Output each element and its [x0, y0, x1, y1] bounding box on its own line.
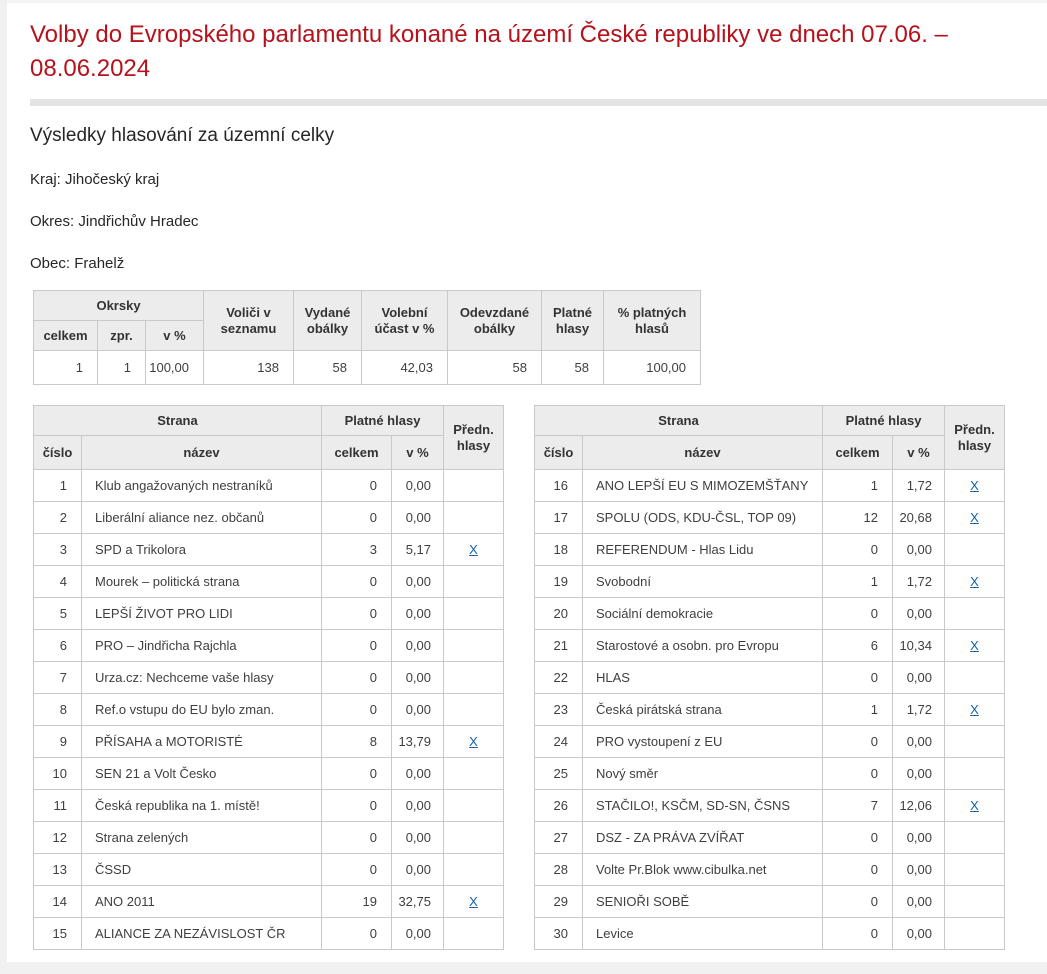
- summary-okrsky-zpr: 1: [98, 351, 146, 385]
- pref-votes-cell: [444, 790, 504, 822]
- party-name-cell: LEPŠÍ ŽIVOT PRO LIDI: [82, 598, 322, 630]
- party-votes-total-cell: 0: [322, 662, 392, 694]
- party-votes-pct-cell: 0,00: [893, 886, 945, 918]
- pref-votes-cell: [945, 598, 1005, 630]
- party-name-cell: Starostové a osobn. pro Evropu: [583, 630, 823, 662]
- party-votes-pct-cell: 0,00: [392, 630, 444, 662]
- party-votes-pct-cell: 0,00: [893, 918, 945, 950]
- party-table-row: [535, 918, 1005, 950]
- summary-header-v-pct: v %: [146, 321, 204, 351]
- pref-votes-cell: [444, 566, 504, 598]
- party-votes-total-cell: 0: [823, 758, 893, 790]
- party-number-cell: 27: [535, 822, 583, 854]
- region-line-okres: [30, 213, 1047, 231]
- pref-votes-link[interactable]: X: [970, 478, 979, 493]
- party-table-row: [34, 790, 504, 822]
- party-table-row: [34, 630, 504, 662]
- page-frame-bottom: [0, 962, 1047, 974]
- party-number-cell: 14: [34, 886, 82, 918]
- party-votes-total-cell: 0: [322, 502, 392, 534]
- party-votes-pct-cell: 0,00: [392, 470, 444, 502]
- party-votes-pct-cell: 0,00: [893, 598, 945, 630]
- party-votes-total-cell: 0: [823, 662, 893, 694]
- party-number-cell: 23: [535, 694, 583, 726]
- summary-header-okrsky: Okrsky: [34, 291, 204, 321]
- party-votes-total-cell: 0: [322, 822, 392, 854]
- party-table-row: [535, 662, 1005, 694]
- party-votes-pct-cell: 0,00: [392, 598, 444, 630]
- party-table-row: [535, 886, 1005, 918]
- party-number-cell: 24: [535, 726, 583, 758]
- party-name-cell: Klub angažovaných nestraníků: [82, 470, 322, 502]
- obec-label: Obec:: [30, 255, 71, 272]
- party-votes-total-cell: 1: [823, 566, 893, 598]
- party-number-cell: 10: [34, 758, 82, 790]
- party-votes-total-cell: 0: [823, 918, 893, 950]
- summary-header-celkem: celkem: [34, 321, 98, 351]
- party-votes-pct-cell: 1,72: [893, 694, 945, 726]
- party-votes-pct-cell: 1,72: [893, 470, 945, 502]
- party-number-cell: 1: [34, 470, 82, 502]
- party-name-cell: HLAS: [583, 662, 823, 694]
- party-votes-pct-cell: 0,00: [392, 854, 444, 886]
- party-table-row: [535, 758, 1005, 790]
- party-votes-total-cell: 0: [823, 726, 893, 758]
- summary-header-platne-hlasy: Platné hlasy: [542, 291, 604, 351]
- party-header-platne-hlasy: Platné hlasy: [823, 406, 945, 436]
- party-name-cell: ALIANCE ZA NEZÁVISLOST ČR: [82, 918, 322, 950]
- party-table-row: [535, 726, 1005, 758]
- summary-platne-hlasy: 58: [542, 351, 604, 385]
- party-votes-total-cell: 8: [322, 726, 392, 758]
- results-subtitle: Výsledky hlasování za územní celky: [30, 125, 335, 146]
- party-number-cell: 17: [535, 502, 583, 534]
- party-table-row: [535, 598, 1005, 630]
- pref-votes-link[interactable]: X: [469, 542, 478, 557]
- party-header-predn-hlasy: Předn. hlasy: [444, 406, 504, 470]
- party-votes-pct-cell: 20,68: [893, 502, 945, 534]
- party-number-cell: 8: [34, 694, 82, 726]
- pref-votes-link[interactable]: X: [970, 510, 979, 525]
- party-number-cell: 3: [34, 534, 82, 566]
- summary-vydane-obalky: 58: [294, 351, 362, 385]
- party-votes-pct-cell: 0,00: [893, 662, 945, 694]
- party-table-row: [535, 502, 1005, 534]
- party-tables-container: [33, 405, 1047, 950]
- party-votes-total-cell: 0: [823, 534, 893, 566]
- party-votes-total-cell: 0: [322, 566, 392, 598]
- kraj-value: Jihočeský kraj: [65, 171, 160, 188]
- party-name-cell: Strana zelených: [82, 822, 322, 854]
- party-votes-total-cell: 0: [823, 598, 893, 630]
- party-header-v-pct: v %: [893, 436, 945, 470]
- party-votes-pct-cell: 0,00: [893, 854, 945, 886]
- pref-votes-cell: [945, 822, 1005, 854]
- party-number-cell: 22: [535, 662, 583, 694]
- pref-votes-link[interactable]: X: [469, 734, 478, 749]
- party-votes-pct-cell: 0,00: [392, 822, 444, 854]
- party-votes-pct-cell: 0,00: [392, 790, 444, 822]
- party-number-cell: 20: [535, 598, 583, 630]
- party-votes-pct-cell: 12,06: [893, 790, 945, 822]
- party-number-cell: 7: [34, 662, 82, 694]
- party-votes-total-cell: 0: [322, 854, 392, 886]
- party-number-cell: 21: [535, 630, 583, 662]
- party-votes-pct-cell: 0,00: [893, 534, 945, 566]
- party-votes-pct-cell: 0,00: [893, 822, 945, 854]
- party-name-cell: PŘÍSAHA a MOTORISTÉ: [82, 726, 322, 758]
- party-name-cell: Česká republika na 1. místě!: [82, 790, 322, 822]
- party-name-cell: ANO 2011: [82, 886, 322, 918]
- pref-votes-cell: [444, 758, 504, 790]
- pref-votes-cell: [945, 470, 1005, 502]
- party-table-row: [34, 662, 504, 694]
- party-name-cell: PRO vystoupení z EU: [583, 726, 823, 758]
- party-header-v-pct: v %: [392, 436, 444, 470]
- party-table-row: [535, 854, 1005, 886]
- party-votes-total-cell: 0: [322, 630, 392, 662]
- summary-ucast: 42,03: [362, 351, 448, 385]
- party-votes-total-cell: 7: [823, 790, 893, 822]
- pref-votes-link[interactable]: X: [469, 894, 478, 909]
- party-header-celkem: celkem: [322, 436, 392, 470]
- pref-votes-cell: [945, 566, 1005, 598]
- party-name-cell: ANO LEPŠÍ EU S MIMOZEMŠŤANY: [583, 470, 823, 502]
- party-table-row: [34, 502, 504, 534]
- pref-votes-cell: [945, 662, 1005, 694]
- party-table-row: [34, 470, 504, 502]
- party-table-row: [535, 630, 1005, 662]
- pref-votes-cell: [444, 726, 504, 758]
- party-header-strana: Strana: [34, 406, 322, 436]
- party-name-cell: Mourek – politická strana: [82, 566, 322, 598]
- pref-votes-cell: [444, 630, 504, 662]
- party-table-row: [34, 918, 504, 950]
- party-header-nazev: název: [583, 436, 823, 470]
- party-number-cell: 29: [535, 886, 583, 918]
- party-votes-pct-cell: 10,34: [893, 630, 945, 662]
- page-frame-left: [0, 0, 7, 974]
- party-votes-pct-cell: 0,00: [392, 566, 444, 598]
- party-number-cell: 9: [34, 726, 82, 758]
- party-name-cell: Volte Pr.Blok www.cibulka.net: [583, 854, 823, 886]
- party-votes-pct-cell: 0,00: [392, 662, 444, 694]
- pref-votes-cell: [444, 854, 504, 886]
- party-number-cell: 28: [535, 854, 583, 886]
- summary-okrsky-celkem: 1: [34, 351, 98, 385]
- party-header-celkem: celkem: [823, 436, 893, 470]
- party-votes-total-cell: 0: [322, 918, 392, 950]
- party-votes-total-cell: 0: [823, 886, 893, 918]
- party-header-platne-hlasy: Platné hlasy: [322, 406, 444, 436]
- party-table-row: [34, 854, 504, 886]
- party-number-cell: 6: [34, 630, 82, 662]
- party-table-row: [535, 694, 1005, 726]
- party-table-row: [34, 694, 504, 726]
- party-number-cell: 18: [535, 534, 583, 566]
- party-name-cell: PRO – Jindřicha Rajchla: [82, 630, 322, 662]
- page-title: Volby do Evropského parlamentu konané na území České republiky ve dnech 07.06. – 08.06.2024: [30, 21, 948, 82]
- obec-value: Frahelž: [74, 255, 125, 272]
- pref-votes-cell: [945, 854, 1005, 886]
- party-name-cell: STAČILO!, KSČM, SD-SN, ČSNS: [583, 790, 823, 822]
- party-table-row: [34, 726, 504, 758]
- party-votes-pct-cell: 13,79: [392, 726, 444, 758]
- party-name-cell: DSZ - ZA PRÁVA ZVÍŘAT: [583, 822, 823, 854]
- pref-votes-link[interactable]: X: [970, 702, 979, 717]
- party-number-cell: 30: [535, 918, 583, 950]
- party-name-cell: Sociální demokracie: [583, 598, 823, 630]
- party-header-cislo: číslo: [34, 436, 82, 470]
- party-number-cell: 12: [34, 822, 82, 854]
- party-number-cell: 4: [34, 566, 82, 598]
- party-table-row: [34, 822, 504, 854]
- summary-volici: 138: [204, 351, 294, 385]
- okres-value: Jindřichův Hradec: [78, 213, 199, 230]
- party-table-row: [535, 566, 1005, 598]
- party-name-cell: ČSSD: [82, 854, 322, 886]
- party-votes-total-cell: 3: [322, 534, 392, 566]
- party-name-cell: SPOLU (ODS, KDU-ČSL, TOP 09): [583, 502, 823, 534]
- party-name-cell: Česká pirátská strana: [583, 694, 823, 726]
- party-name-cell: Ref.o vstupu do EU bylo zman.: [82, 694, 322, 726]
- party-number-cell: 25: [535, 758, 583, 790]
- party-header-strana: Strana: [535, 406, 823, 436]
- party-header-predn-hlasy: Předn. hlasy: [945, 406, 1005, 470]
- party-table-row: [34, 598, 504, 630]
- summary-header-ucast: Volební účast v %: [362, 291, 448, 351]
- party-votes-pct-cell: 0,00: [893, 726, 945, 758]
- party-votes-pct-cell: 0,00: [392, 918, 444, 950]
- party-name-cell: SEN 21 a Volt Česko: [82, 758, 322, 790]
- pref-votes-link[interactable]: X: [970, 638, 979, 653]
- party-votes-total-cell: 6: [823, 630, 893, 662]
- party-votes-total-cell: 1: [823, 694, 893, 726]
- party-votes-pct-cell: 0,00: [392, 694, 444, 726]
- pref-votes-cell: [444, 886, 504, 918]
- pref-votes-cell: [945, 886, 1005, 918]
- summary-data-row: [34, 351, 701, 385]
- pref-votes-cell: [444, 662, 504, 694]
- party-table-row: [34, 566, 504, 598]
- party-table-row: [535, 790, 1005, 822]
- party-votes-total-cell: 1: [823, 470, 893, 502]
- region-line-obec: [30, 255, 1047, 273]
- party-votes-pct-cell: 0,00: [893, 758, 945, 790]
- pref-votes-cell: [444, 534, 504, 566]
- pref-votes-cell: [945, 726, 1005, 758]
- summary-header-pct-platnych: % platných hlasů: [604, 291, 701, 351]
- party-votes-pct-cell: 0,00: [392, 502, 444, 534]
- summary-header-zpr: zpr.: [98, 321, 146, 351]
- party-name-cell: REFERENDUM - Hlas Lidu: [583, 534, 823, 566]
- okres-label: Okres:: [30, 213, 75, 230]
- party-name-cell: SENIOŘI SOBĚ: [583, 886, 823, 918]
- party-number-cell: 5: [34, 598, 82, 630]
- pref-votes-cell: [945, 758, 1005, 790]
- page-frame-top: [0, 0, 1047, 3]
- party-number-cell: 26: [535, 790, 583, 822]
- party-votes-total-cell: 12: [823, 502, 893, 534]
- pref-votes-cell: [945, 790, 1005, 822]
- pref-votes-cell: [945, 534, 1005, 566]
- party-votes-pct-cell: 5,17: [392, 534, 444, 566]
- party-votes-pct-cell: 0,00: [392, 758, 444, 790]
- pref-votes-cell: [444, 918, 504, 950]
- party-votes-pct-cell: 32,75: [392, 886, 444, 918]
- party-votes-total-cell: 19: [322, 886, 392, 918]
- pref-votes-cell: [945, 502, 1005, 534]
- party-table-row: [535, 534, 1005, 566]
- party-number-cell: 16: [535, 470, 583, 502]
- summary-okrsky-v-pct: 100,00: [146, 351, 204, 385]
- party-votes-total-cell: 0: [322, 694, 392, 726]
- party-header-cislo: číslo: [535, 436, 583, 470]
- summary-pct-platnych: 100,00: [604, 351, 701, 385]
- party-name-cell: Nový směr: [583, 758, 823, 790]
- pref-votes-cell: [945, 918, 1005, 950]
- party-table-row: [535, 470, 1005, 502]
- pref-votes-cell: [444, 694, 504, 726]
- summary-header-volici: Voliči v seznamu: [204, 291, 294, 351]
- party-votes-total-cell: 0: [823, 822, 893, 854]
- party-header-nazev: název: [82, 436, 322, 470]
- party-name-cell: Liberální aliance nez. občanů: [82, 502, 322, 534]
- pref-votes-cell: [444, 598, 504, 630]
- title-divider: [30, 99, 1047, 106]
- party-name-cell: SPD a Trikolora: [82, 534, 322, 566]
- party-results-table-right: [534, 405, 1005, 950]
- pref-votes-link[interactable]: X: [970, 574, 979, 589]
- party-number-cell: 13: [34, 854, 82, 886]
- party-number-cell: 2: [34, 502, 82, 534]
- party-votes-total-cell: 0: [322, 758, 392, 790]
- party-votes-total-cell: 0: [823, 854, 893, 886]
- party-results-table-left: [33, 405, 504, 950]
- party-number-cell: 19: [535, 566, 583, 598]
- party-name-cell: Levice: [583, 918, 823, 950]
- kraj-label: Kraj:: [30, 171, 61, 188]
- party-table-row: [34, 534, 504, 566]
- pref-votes-cell: [444, 822, 504, 854]
- party-table-row: [34, 886, 504, 918]
- party-votes-total-cell: 0: [322, 790, 392, 822]
- party-votes-total-cell: 0: [322, 470, 392, 502]
- pref-votes-cell: [945, 694, 1005, 726]
- pref-votes-cell: [945, 630, 1005, 662]
- party-name-cell: Svobodní: [583, 566, 823, 598]
- summary-odevzdane-obalky: 58: [448, 351, 542, 385]
- region-line-kraj: [30, 171, 1047, 189]
- summary-header-odevzdane-obalky: Odevzdané obálky: [448, 291, 542, 351]
- party-name-cell: Urza.cz: Nechceme vaše hlasy: [82, 662, 322, 694]
- pref-votes-cell: [444, 470, 504, 502]
- party-number-cell: 11: [34, 790, 82, 822]
- party-votes-pct-cell: 1,72: [893, 566, 945, 598]
- party-number-cell: 15: [34, 918, 82, 950]
- pref-votes-cell: [444, 502, 504, 534]
- pref-votes-link[interactable]: X: [970, 798, 979, 813]
- party-votes-total-cell: 0: [322, 598, 392, 630]
- summary-header-vydane-obalky: Vydané obálky: [294, 291, 362, 351]
- turnout-summary-table: [33, 290, 701, 385]
- party-table-row: [535, 822, 1005, 854]
- party-table-row: [34, 758, 504, 790]
